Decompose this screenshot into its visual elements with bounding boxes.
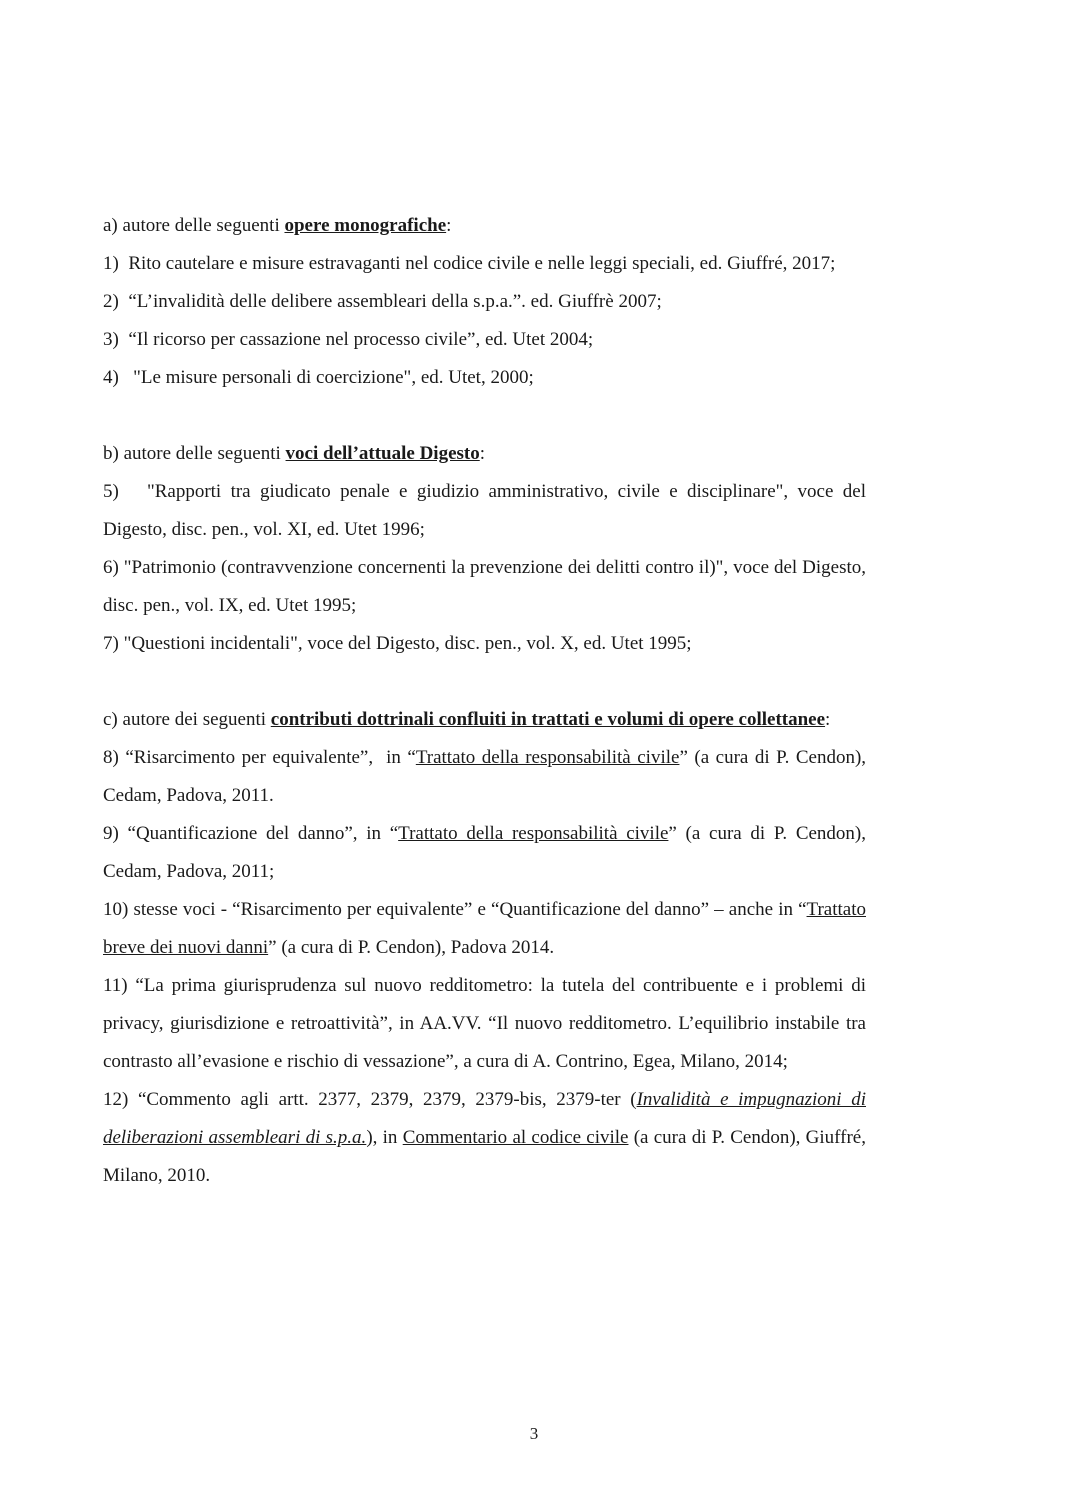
section-b-title: voci dell’attuale Digesto xyxy=(285,443,480,464)
work-title: Trattato breve dei nuovi danni xyxy=(103,899,866,958)
list-item: 3) “Il ricorso per cassazione nel processo civile”, ed. Utet 2004; xyxy=(103,329,594,350)
list-item: 11) “La prima giurisprudenza sul nuovo redditometro: la tutela del contribuente e i problemi di privacy, giurisdizione e retroattività”, in AA.VV. “Il nuovo redditometro. L’equilibrio instabile tra contrasto all’evasione e rischio di vessazione”, a cura di A. Contrino, Egea, Milano, 2014; xyxy=(103,975,866,1072)
list-item: 4) "Le misure personali di coercizione", ed. Utet, 2000; xyxy=(103,367,534,388)
list-item: 2) “L’invalidità delle delibere assembleari della s.p.a.”. ed. Giuffrè 2007; xyxy=(103,291,662,312)
list-item: 6) "Patrimonio (contravvenzione concernenti la prevenzione dei delitti contro il)", voce del Digesto, disc. pen., vol. IX, ed. Utet 1995; xyxy=(103,557,866,616)
document-body xyxy=(103,207,866,1195)
page-number: 3 xyxy=(529,1424,539,1443)
section-c-heading: c) autore dei seguenti contributi dottrinali confluiti in trattati e volumi di opere collettanee: xyxy=(103,709,831,730)
section-a-title: opere monografiche xyxy=(284,215,447,236)
work-title: Trattato della responsabilità civile xyxy=(398,823,669,844)
work-title: Trattato della responsabilità civile xyxy=(415,747,680,768)
list-item: 8) “Risarcimento per equivalente”, in “Trattato della responsabilità civile” (a cura di P. Cendon), Cedam, Padova, 2011. xyxy=(103,747,867,806)
section-c-title: contributi dottrinali confluiti in trattati e volumi di opere collettanee xyxy=(270,709,826,730)
list-item: 10) stesse voci - “Risarcimento per equivalente” e “Quantificazione del danno” – anche in “Trattato breve dei nuovi danni” (a cura di P. Cendon), Padova 2014. xyxy=(103,899,866,958)
list-item: 9) “Quantificazione del danno”, in “Trattato della responsabilità civile” (a cura di P. Cendon), Cedam, Padova, 2011; xyxy=(103,823,867,882)
work-title-italic: Invalidità e impugnazioni di deliberazioni assembleari di s.p.a. xyxy=(103,1089,866,1148)
list-item: 7) "Questioni incidentali", voce del Digesto, disc. pen., vol. X, ed. Utet 1995; xyxy=(103,633,692,654)
section-a-heading: a) autore delle seguenti opere monografiche: xyxy=(103,215,452,236)
work-title: Commentario al codice civile xyxy=(402,1127,629,1148)
list-item: 1) Rito cautelare e misure estravaganti nel codice civile e nelle leggi speciali, ed. Giuffré, 2017; xyxy=(103,253,836,274)
list-item: 5) "Rapporti tra giudicato penale e giudizio amministrativo, civile e disciplinare", voce del Digesto, disc. pen., vol. XI, ed. Utet 1996; xyxy=(103,481,866,540)
list-item: 12) “Commento agli artt. 2377, 2379, 2379, 2379-bis, 2379-ter (Invalidità e impugnazioni di deliberazioni assembleari di s.p.a.), in Commentario al codice civile (a cura di P. Cendon), Giuffré, Milano, 2010. xyxy=(103,1089,866,1186)
section-b-heading: b) autore delle seguenti voci dell’attuale Digesto: xyxy=(103,443,486,464)
